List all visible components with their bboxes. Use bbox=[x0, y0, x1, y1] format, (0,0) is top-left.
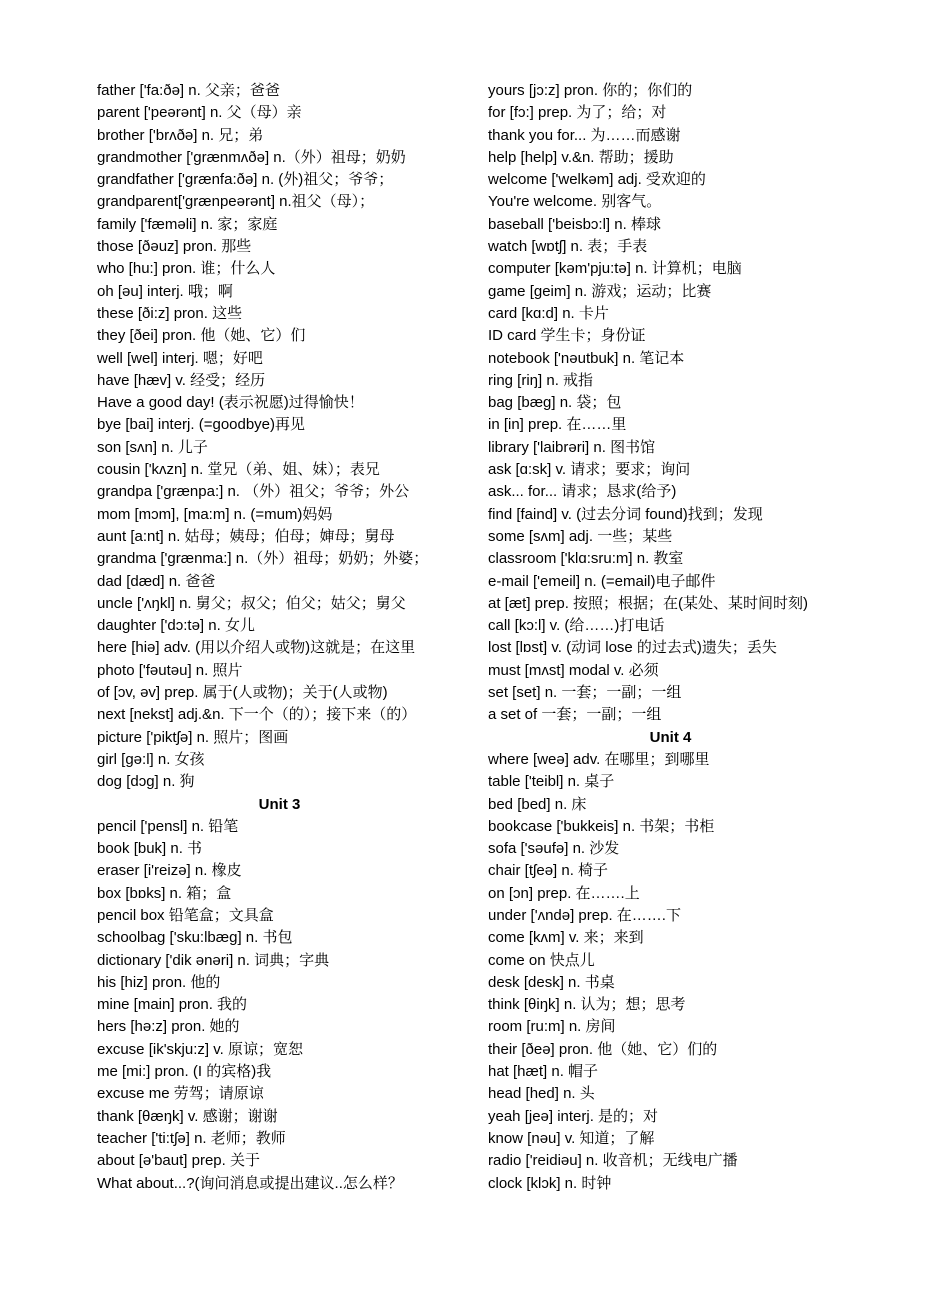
vocab-entry: bed [bed] n. 床 bbox=[488, 795, 587, 813]
vocab-entry: baseball ['beisbɔ:l] n. 棒球 bbox=[488, 215, 661, 233]
vocab-entry: thank [θæŋk] v. 感谢；谢谢 bbox=[97, 1107, 278, 1125]
unit-heading: Unit 3 bbox=[258, 795, 301, 813]
vocab-entry: here [hiə] adv. (用以介绍人或物)这就是；在这里 bbox=[97, 639, 416, 657]
vocab-entry: card [kɑ:d] n. 卡片 bbox=[488, 304, 609, 322]
vocab-entry: know [nəu] v. 知道；了解 bbox=[488, 1129, 655, 1147]
vocab-entry: son [sʌn] n. 儿子 bbox=[97, 438, 208, 456]
vocab-entry: classroom ['klɑ:sru:m] n. 教室 bbox=[488, 550, 684, 568]
vocab-entry: these [ði:z] pron. 这些 bbox=[97, 304, 243, 322]
vocab-entry: game [geim] n. 游戏；运动；比赛 bbox=[488, 282, 712, 300]
vocab-entry: yours [jɔ:z] pron. 你的；你们的 bbox=[488, 82, 693, 99]
vocab-entry: have [hæv] v. 经受；经历 bbox=[97, 371, 266, 389]
vocab-entry: call [kɔ:l] v. (给……)打电话 bbox=[488, 617, 665, 635]
vocab-entry: father ['fa:ðə] n. 父亲；爸爸 bbox=[97, 82, 280, 99]
vocab-entry: help [help] v.&n. 帮助；援助 bbox=[488, 148, 674, 166]
vocab-entry: dictionary ['dik ənəri] n. 词典；字典 bbox=[97, 951, 330, 969]
vocab-entry: come [kʌm] v. 来；来到 bbox=[488, 929, 644, 947]
vocab-entry: computer [kəm'pju:tə] n. 计算机；电脑 bbox=[488, 260, 742, 278]
vocab-entry: uncle ['ʌŋkl] n. 舅父；叔父；伯父；姑父；舅父 bbox=[97, 594, 406, 612]
vocab-entry: You're welcome. 别客气。 bbox=[488, 193, 662, 211]
vocab-entry: family ['fæməli] n. 家；家庭 bbox=[97, 215, 278, 233]
vocab-entry: excuse [ik'skju:z] v. 原谅；宽恕 bbox=[97, 1040, 303, 1058]
vocab-entry: in [in] prep. 在……里 bbox=[488, 416, 627, 434]
vocab-entry: where [weə] adv. 在哪里；到哪里 bbox=[488, 750, 710, 768]
vocab-entry: book [buk] n. 书 bbox=[97, 840, 203, 858]
vocab-entry: box [bɒks] n. 箱；盒 bbox=[97, 884, 232, 902]
vocab-entry: well [wel] interj. 嗯；好吧 bbox=[97, 349, 263, 367]
vocab-entry: of [ɔv, əv] prep. 属于(人或物)；关于(人或物) bbox=[97, 684, 388, 702]
vocab-entry: eraser [i'reizə] n. 橡皮 bbox=[97, 862, 242, 880]
vocab-entry: What about...?(询问消息或提出建议..怎么样？ bbox=[97, 1174, 403, 1192]
vocab-entry: watch [wɒtʃ] n. 表；手表 bbox=[488, 238, 648, 256]
vocab-entry: grandma ['grænma:] n.（外）祖母；奶奶；外婆； bbox=[97, 550, 429, 568]
unit-heading: Unit 4 bbox=[649, 728, 692, 746]
vocab-entry: bag [bæg] n. 袋；包 bbox=[488, 394, 622, 412]
vocab-entry: for [fɔ:] prep. 为了；给；对 bbox=[488, 104, 667, 122]
vocab-entry: those [ðəuz] pron. 那些 bbox=[97, 238, 252, 256]
vocab-entry: come on 快点儿 bbox=[488, 951, 595, 969]
vocab-entry: oh [əu] interj. 哦；啊 bbox=[97, 282, 233, 300]
vocab-entry: pencil box 铅笔盒；文具盒 bbox=[97, 906, 274, 924]
vocab-entry: grandmother ['grænmʌðə] n.（外）祖母；奶奶 bbox=[97, 148, 406, 166]
vocab-entry: clock [klɔk] n. 时钟 bbox=[488, 1174, 612, 1192]
vocab-entry: about [ə'baut] prep. 关于 bbox=[97, 1152, 260, 1170]
vocab-entry: hers [hə:z] pron. 她的 bbox=[97, 1018, 240, 1036]
vocab-entry: picture ['piktʃə] n. 照片；图画 bbox=[97, 728, 289, 746]
vocab-entry: they [ðei] pron. 他（她、它）们 bbox=[97, 327, 306, 345]
vocab-entry: ring [riŋ] n. 戒指 bbox=[488, 371, 594, 389]
vocab-entry: sofa ['səufə] n. 沙发 bbox=[488, 840, 620, 858]
vocab-entry: who [hu:] pron. 谁；什么人 bbox=[97, 260, 276, 278]
right-column bbox=[488, 80, 928, 1195]
vocab-entry: bookcase ['bukkeis] n. 书架；书柜 bbox=[488, 817, 715, 835]
vocab-entry: table ['teibl] n. 桌子 bbox=[488, 773, 615, 791]
vocab-entry: brother ['brʌðə] n. 兄；弟 bbox=[97, 126, 264, 144]
vocab-entry: next [nekst] adj.&n. 下一个（的）；接下来（的） bbox=[97, 706, 417, 724]
vocab-entry: excuse me 劳驾；请原谅 bbox=[97, 1085, 264, 1103]
vocab-entry: notebook ['nəutbuk] n. 笔记本 bbox=[488, 349, 685, 367]
vocab-entry: ID card 学生卡；身份证 bbox=[488, 327, 646, 345]
vocab-entry: grandparent['grænpeərənt] n.祖父（母）； bbox=[97, 193, 375, 211]
vocab-entry: mine [main] pron. 我的 bbox=[97, 996, 248, 1014]
vocab-entry: library ['laibrəri] n. 图书馆 bbox=[488, 438, 656, 456]
vocab-entry: some [sʌm] adj. 一些；某些 bbox=[488, 527, 673, 545]
vocab-entry: dog [dɔg] n. 狗 bbox=[97, 773, 195, 791]
vocab-entry: ask... for... 请求；恳求(给予) bbox=[488, 483, 677, 501]
vocab-entry: find [faind] v. (过去分词 found)找到；发现 bbox=[488, 505, 763, 523]
vocab-entry: on [ɔn] prep. 在…….上 bbox=[488, 884, 640, 902]
vocab-entry: welcome ['welkəm] adj. 受欢迎的 bbox=[488, 171, 706, 189]
vocab-entry: chair [tʃeə] n. 椅子 bbox=[488, 862, 609, 880]
vocab-entry: room [ru:m] n. 房间 bbox=[488, 1018, 616, 1036]
vocab-entry: daughter ['dɔ:tə] n. 女儿 bbox=[97, 617, 255, 635]
vocab-entry: cousin ['kʌzn] n. 堂兄（弟、姐、妹）；表兄 bbox=[97, 461, 380, 479]
vocab-entry: ask [ɑ:sk] v. 请求；要求；询问 bbox=[488, 461, 691, 479]
vocab-entry: at [æt] prep. 按照；根据；在(某处、某时间时刻) bbox=[488, 594, 809, 612]
vocab-entry: his [hiz] pron. 他的 bbox=[97, 973, 221, 991]
vocab-entry: aunt [a:nt] n. 姑母；姨母；伯母；婶母；舅母 bbox=[97, 527, 395, 545]
vocab-entry: pencil ['pensl] n. 铅笔 bbox=[97, 817, 239, 835]
vocab-entry: Have a good day! (表示祝愿)过得愉快！ bbox=[97, 394, 364, 412]
vocab-entry: bye [bai] interj. (=goodbye)再见 bbox=[97, 416, 306, 434]
vocab-entry: teacher ['ti:tʃə] n. 老师；教师 bbox=[97, 1129, 286, 1147]
vocab-entry: girl [gə:l] n. 女孩 bbox=[97, 750, 205, 768]
vocab-entry: their [ðeə] pron. 他（她、它）们的 bbox=[488, 1040, 718, 1058]
vocab-entry: grandpa ['grænpa:] n. （外）祖父；爷爷；外公 bbox=[97, 483, 410, 501]
vocab-entry: a set of 一套；一副；一组 bbox=[488, 706, 662, 724]
vocab-entry: grandfather ['grænfa:ðə] n. (外)祖父；爷爷； bbox=[97, 171, 394, 189]
vocab-entry: me [mi:] pron. (I 的宾格)我 bbox=[97, 1063, 272, 1081]
vocab-entry: yeah [jeə] interj. 是的；对 bbox=[488, 1107, 659, 1125]
vocab-entry: parent ['peərənt] n. 父（母）亲 bbox=[97, 104, 302, 122]
vocab-entry: e-mail ['emeil] n. (=email)电子邮件 bbox=[488, 572, 716, 590]
left-column bbox=[97, 80, 467, 1195]
vocab-entry: head [hed] n. 头 bbox=[488, 1085, 595, 1103]
vocab-entry: think [θiŋk] n. 认为；想；思考 bbox=[488, 996, 686, 1014]
vocab-entry: hat [hæt] n. 帽子 bbox=[488, 1063, 599, 1081]
vocab-entry: thank you for... 为……而感谢 bbox=[488, 126, 681, 144]
vocab-entry: desk [desk] n. 书桌 bbox=[488, 973, 615, 991]
vocab-entry: under ['ʌndə] prep. 在…….下 bbox=[488, 906, 681, 924]
vocab-entry: set [set] n. 一套；一副；一组 bbox=[488, 684, 682, 702]
vocab-entry: mom [mɔm], [ma:m] n. (=mum)妈妈 bbox=[97, 505, 333, 523]
vocab-entry: must [mʌst] modal v. 必须 bbox=[488, 661, 659, 679]
vocab-entry: lost [lɒst] v. (动词 lose 的过去式)遗失；丢失 bbox=[488, 639, 777, 657]
vocab-entry: radio ['reidiəu] n. 收音机；无线电广播 bbox=[488, 1152, 738, 1170]
vocab-entry: dad [dæd] n. 爸爸 bbox=[97, 572, 216, 590]
vocab-entry: schoolbag ['sku:lbæg] n. 书包 bbox=[97, 929, 293, 947]
vocab-entry: photo ['fəutəu] n. 照片 bbox=[97, 661, 243, 679]
